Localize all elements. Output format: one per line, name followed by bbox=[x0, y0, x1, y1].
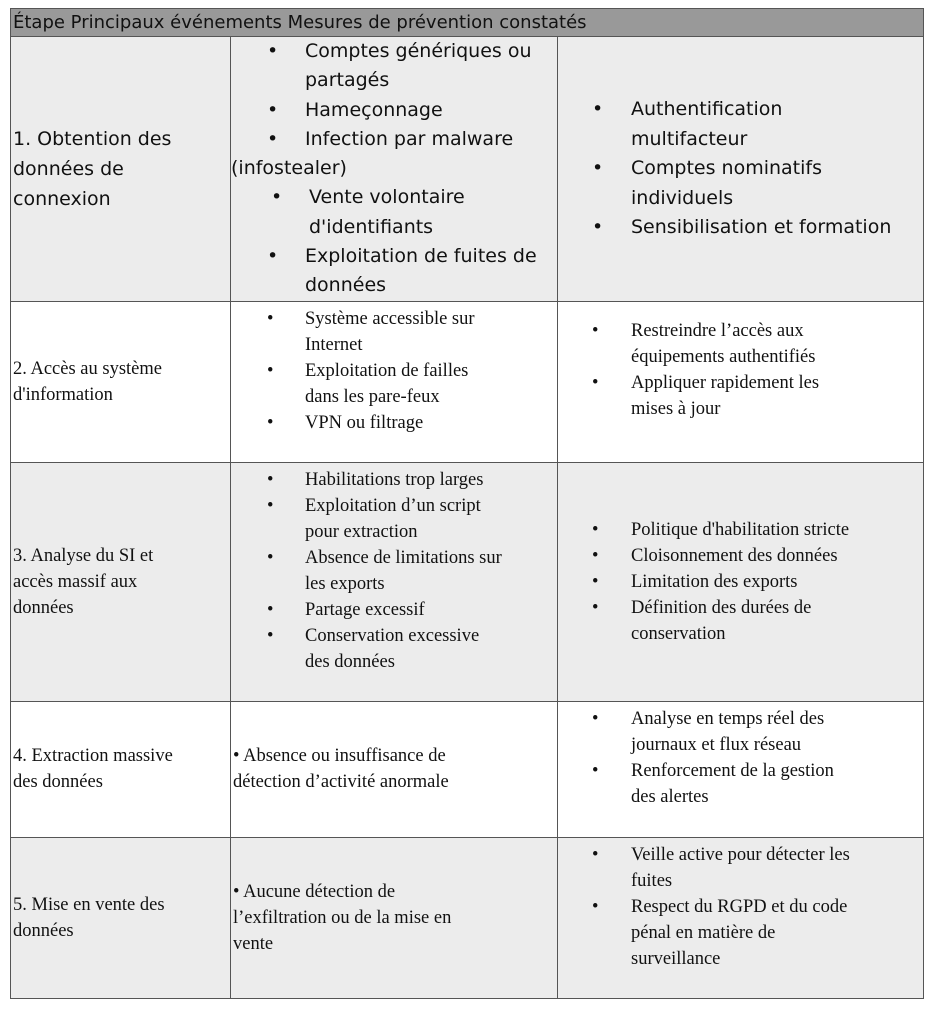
events-cell bbox=[231, 37, 558, 302]
stage-label bbox=[11, 892, 230, 944]
bullet-icon: • bbox=[592, 597, 599, 618]
bullet-icon: • bbox=[267, 412, 274, 433]
bullet-icon: • bbox=[267, 245, 279, 268]
bullet-icon: • bbox=[267, 547, 274, 568]
events-cell bbox=[231, 301, 558, 462]
bullet-icon: • bbox=[267, 98, 279, 121]
stage-cell bbox=[11, 301, 231, 462]
list-item: • Appliquer rapidement les mises à jour bbox=[558, 370, 923, 422]
list-item: • Renforcement de la gestion des alertes bbox=[558, 758, 923, 810]
bullet-icon: • bbox=[267, 308, 274, 329]
measures-cell bbox=[558, 301, 924, 462]
events-inline-text: • Absence ou insuffisance de détection d’activité anormale bbox=[233, 746, 449, 793]
events-list bbox=[231, 306, 557, 436]
list-item: • Système accessible sur Internet bbox=[231, 306, 557, 358]
list-item: • Politique d'habilitation stricte bbox=[558, 517, 923, 543]
measures-cell bbox=[558, 462, 924, 701]
list-item: • Sensibilisation et formation bbox=[558, 213, 923, 243]
table-header-row bbox=[11, 9, 924, 37]
stage-line: 1. Obtention des bbox=[13, 127, 172, 150]
stage-line: 2. Accès au système bbox=[13, 358, 162, 379]
list-item: • Cloisonnement des données bbox=[558, 543, 923, 569]
list-item-continuation: (infostealer) bbox=[231, 157, 347, 180]
stage-label bbox=[11, 356, 230, 408]
table-row bbox=[11, 301, 924, 462]
table-row bbox=[11, 462, 924, 701]
stage-line: 4. Extraction massive bbox=[13, 746, 173, 767]
list-item: • Exploitation d’un script pour extraction bbox=[231, 493, 557, 545]
stage-line: 5. Mise en vente des bbox=[13, 894, 165, 915]
list-item: • Partage excessif bbox=[231, 597, 557, 623]
bullet-icon: • bbox=[592, 545, 599, 566]
measures-cell bbox=[558, 837, 924, 998]
stage-line: données bbox=[13, 920, 74, 941]
bullet-icon: • bbox=[267, 127, 279, 150]
stage-line: 3. Analyse du SI et bbox=[13, 545, 154, 566]
measures-list bbox=[558, 517, 923, 647]
bullet-icon: • bbox=[267, 40, 279, 62]
stage-cell bbox=[11, 462, 231, 701]
measures-list bbox=[558, 95, 923, 243]
stage-line: des données bbox=[13, 772, 103, 793]
bullet-icon: • bbox=[592, 708, 599, 729]
bullet-icon: • bbox=[271, 186, 283, 209]
bullet-icon: • bbox=[592, 760, 599, 781]
prevention-table bbox=[10, 8, 924, 999]
events-list bbox=[231, 37, 557, 301]
list-item: • Habilitations trop larges bbox=[231, 467, 557, 493]
list-item: • Comptes nominatifs individuels bbox=[558, 154, 923, 213]
events-cell bbox=[231, 462, 558, 701]
table-row bbox=[11, 37, 924, 302]
list-item: • Limitation des exports bbox=[558, 569, 923, 595]
list-item: • Analyse en temps réel des journaux et flux réseau bbox=[558, 706, 923, 758]
table-row bbox=[11, 837, 924, 998]
bullet-icon: • bbox=[592, 98, 604, 121]
bullet-icon: • bbox=[592, 571, 599, 592]
list-item: • Hameçonnage bbox=[231, 96, 557, 125]
stage-cell bbox=[11, 37, 231, 302]
prevention-table-wrapper bbox=[10, 8, 923, 1011]
bullet-icon: • bbox=[592, 320, 599, 341]
bullet-icon: • bbox=[592, 216, 604, 239]
list-item: • Authentification multifacteur bbox=[558, 95, 923, 154]
events-cell bbox=[231, 701, 558, 837]
list-item: • Exploitation de fuites de données bbox=[231, 242, 557, 301]
stage-label bbox=[11, 743, 230, 795]
stage-line: accès massif aux bbox=[13, 571, 138, 592]
events-list bbox=[231, 467, 557, 675]
list-item: • Infection par malware bbox=[231, 125, 557, 154]
table-row bbox=[11, 701, 924, 837]
stage-line: données de bbox=[13, 157, 124, 180]
stage-line: d'information bbox=[13, 384, 113, 405]
bullet-icon: • bbox=[592, 157, 604, 180]
bullet-icon: • bbox=[267, 495, 274, 516]
stage-cell bbox=[11, 701, 231, 837]
bullet-icon: • bbox=[592, 896, 599, 917]
bullet-icon: • bbox=[267, 625, 274, 646]
events-inline-text: • Aucune détection de l’exfiltration ou de la mise en vente bbox=[233, 881, 452, 954]
bullet-icon: • bbox=[592, 372, 599, 393]
list-item: • Absence de limitations sur les exports bbox=[231, 545, 557, 597]
table-header-cell: Étape Principaux événements Mesures de prévention constatés bbox=[11, 9, 924, 37]
measures-list bbox=[558, 318, 923, 422]
bullet-icon: • bbox=[267, 469, 274, 490]
stage-line: données bbox=[13, 597, 74, 618]
list-item: • Respect du RGPD et du code pénal en matière de surveillance bbox=[558, 894, 923, 972]
list-item: • Définition des durées de conservation bbox=[558, 595, 923, 647]
bullet-icon: • bbox=[267, 599, 274, 620]
stage-label bbox=[11, 543, 230, 621]
stage-line: connexion bbox=[13, 187, 111, 210]
list-item: • Vente volontaire d'identifiants bbox=[231, 183, 557, 242]
bullet-icon: • bbox=[592, 519, 599, 540]
events-cell bbox=[231, 837, 558, 998]
bullet-icon: • bbox=[267, 360, 274, 381]
list-item: • Exploitation de failles dans les pare-feux bbox=[231, 358, 557, 410]
stage-label bbox=[11, 124, 230, 214]
measures-list bbox=[558, 842, 923, 972]
list-item: • Veille active pour détecter les fuites bbox=[558, 842, 923, 894]
list-item: • Comptes génériques ou partagés bbox=[231, 37, 557, 96]
measures-list bbox=[558, 706, 923, 810]
measures-cell bbox=[558, 37, 924, 302]
list-item: • Restreindre l’accès aux équipements authentifiés bbox=[558, 318, 923, 370]
bullet-icon: • bbox=[592, 844, 599, 865]
list-item: • VPN ou filtrage bbox=[231, 410, 557, 436]
stage-cell bbox=[11, 837, 231, 998]
list-item: • Conservation excessive des données bbox=[231, 623, 557, 675]
measures-cell bbox=[558, 701, 924, 837]
